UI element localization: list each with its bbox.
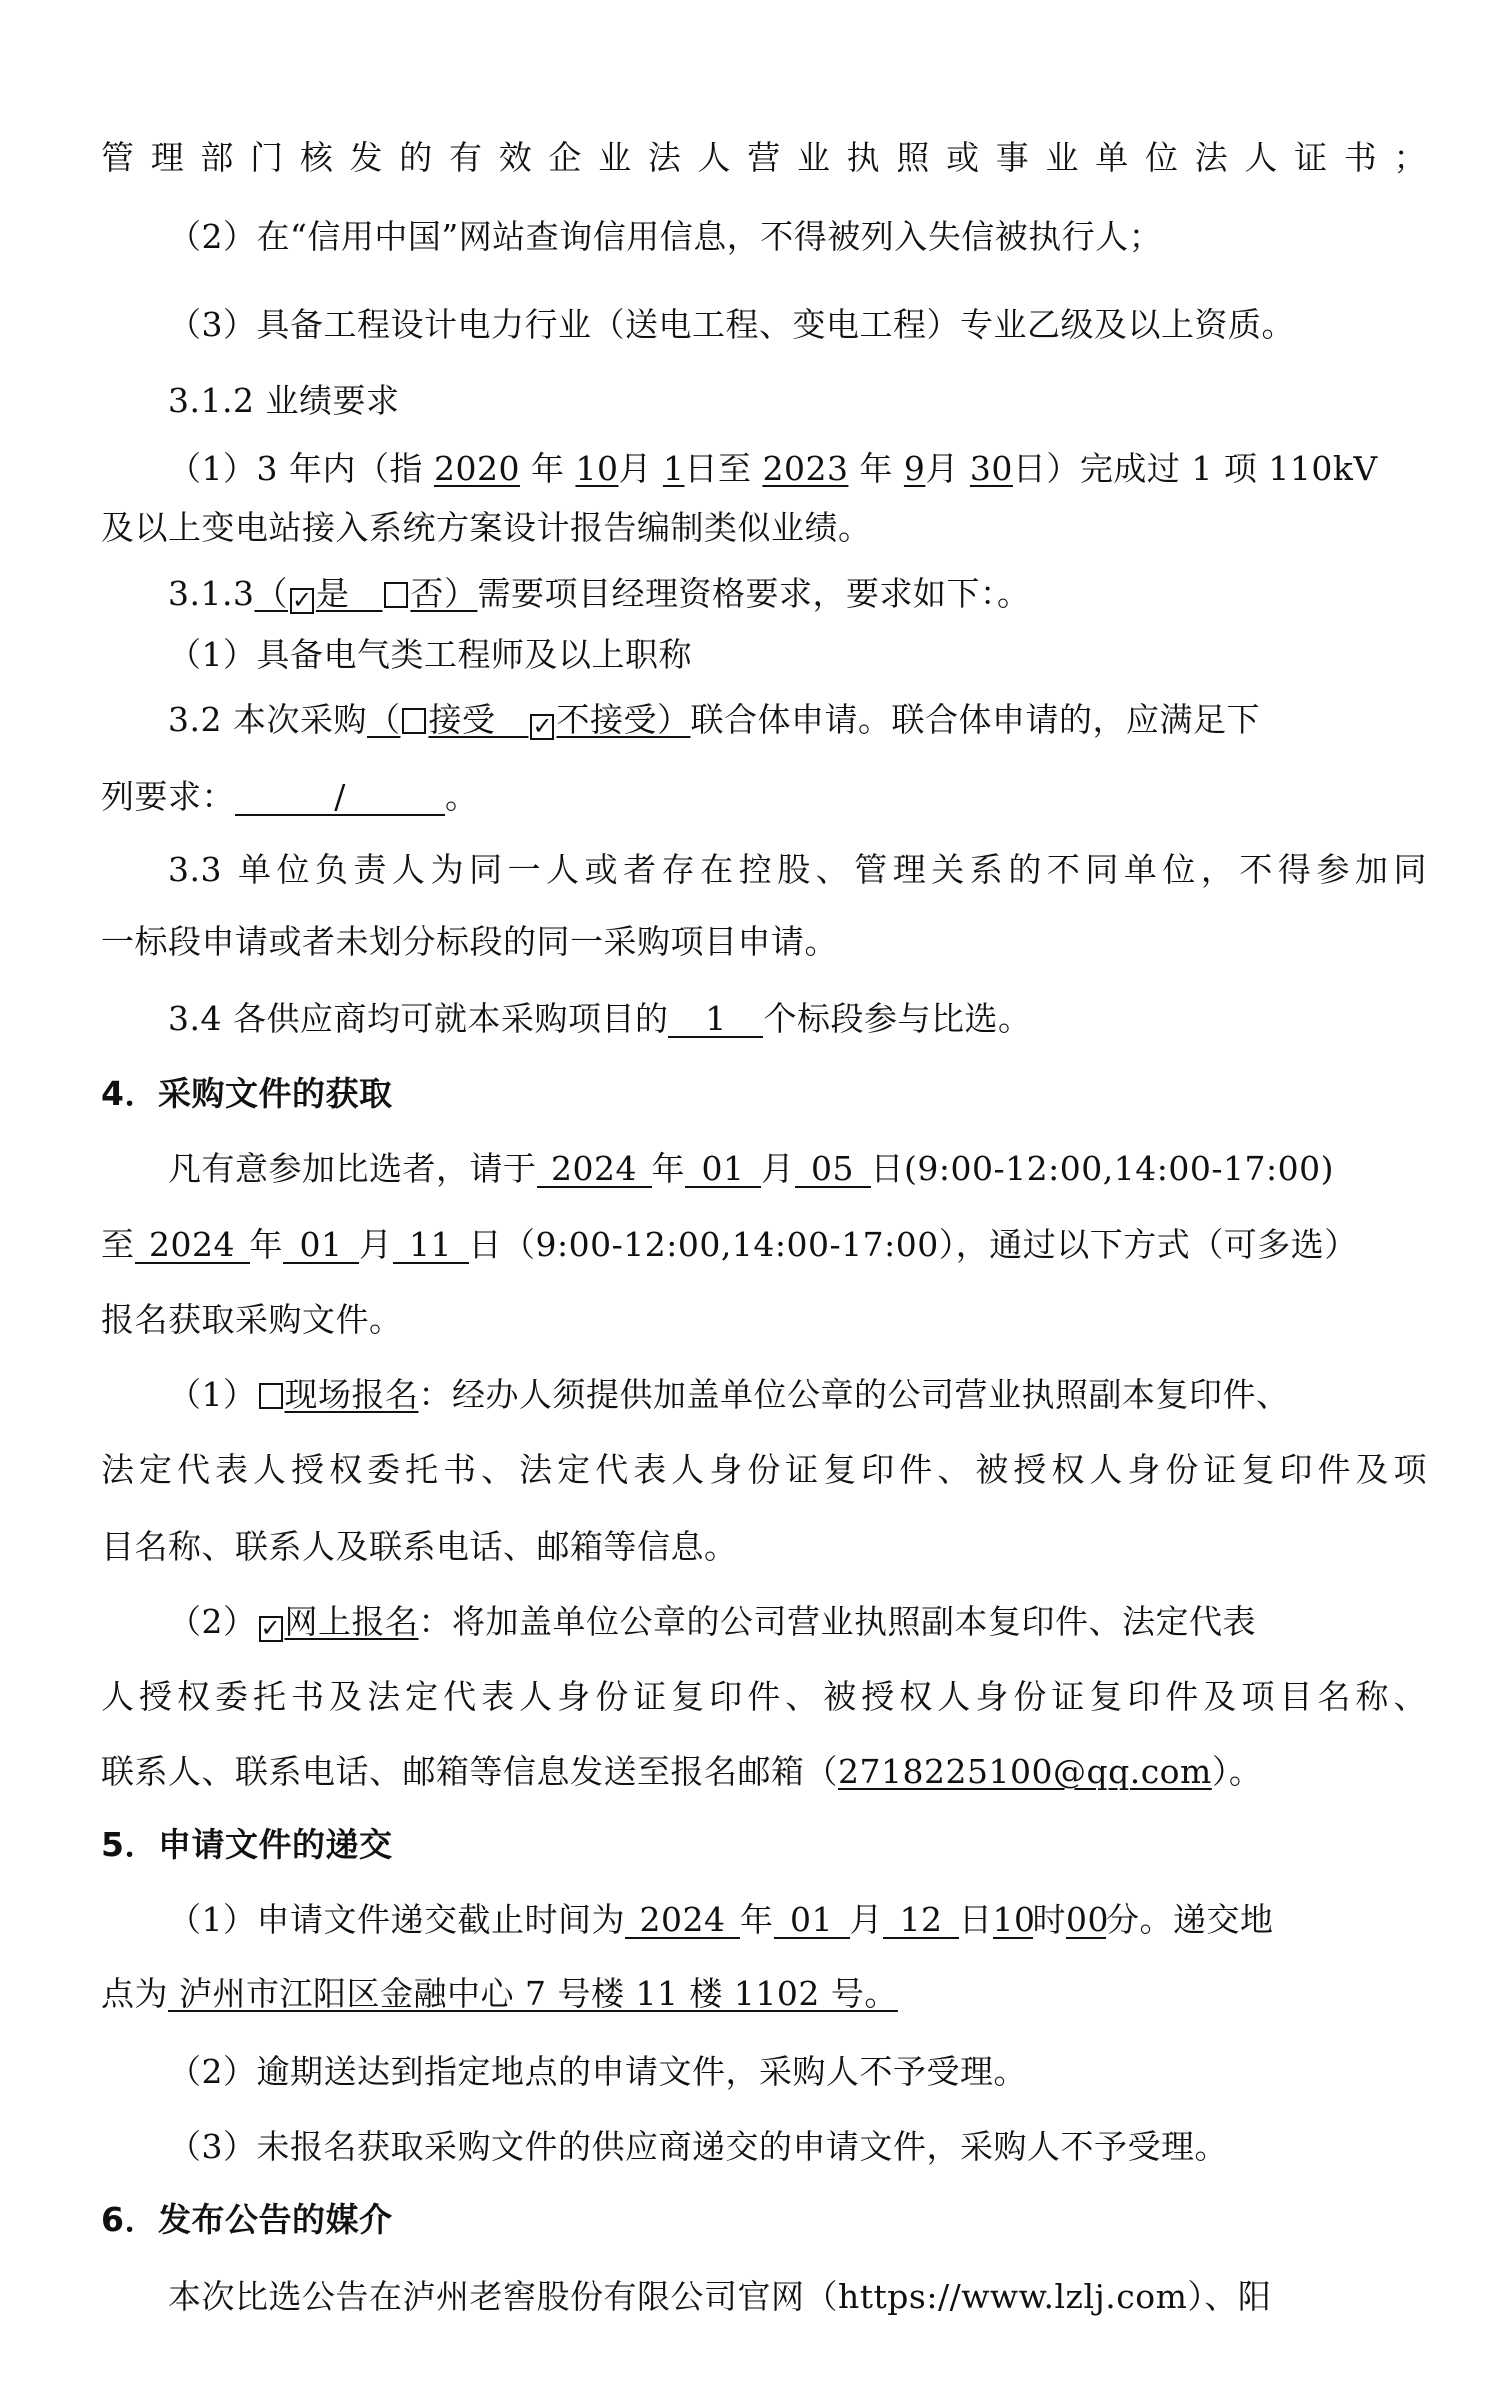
section-3-1-2-heading: 3.1.2 业绩要求	[168, 381, 400, 420]
section-4-period-line3: 报名获取采购文件。	[101, 1300, 403, 1339]
requirement-credit: （2）在“信用中国”网站查询信用信息，不得被列入失信被执行人；	[168, 217, 1163, 256]
pm-requirement-options: （ ✓ 是 否）	[254, 574, 478, 614]
section-3-2-cont: 列要求： / 。	[101, 777, 479, 816]
pm-requirement-item: （1）具备电气类工程师及以上职称	[168, 635, 692, 674]
checkbox-accept-icon[interactable]	[402, 708, 426, 734]
section-5-heading: 5．申请文件的递交	[101, 1825, 393, 1864]
onsite-registration-line3: 目名称、联系人及联系电话、邮箱等信息。	[101, 1527, 738, 1566]
checkbox-no-icon[interactable]	[384, 582, 408, 608]
lot-count: 1	[668, 1002, 763, 1038]
online-registration: （2） ✓ 网上报名：将加盖单位公章的公司营业执照副本复印件、法定代表	[168, 1602, 1256, 1642]
reg-start-day: 05	[795, 1152, 871, 1188]
onsite-registration: （1） 现场报名：经办人须提供加盖单位公章的公司营业执照副本复印件、	[168, 1375, 1290, 1414]
section-4-period-line2: 至 2024 年 01 月 11 日（9:00-12:00,14:00-17:00），通过以下方式（可多选）	[101, 1225, 1358, 1264]
section-3-2: 3.2 本次采购（ 接受 ✓ 不接受）联合体申请。联合体申请的，应满足下	[168, 700, 1260, 740]
deadline-minute: 00	[1066, 1900, 1109, 1939]
publication-media: 本次比选公告在泸州老窖股份有限公司官网（https://www.lzlj.com）、阳	[168, 2277, 1272, 2316]
performance-requirement: （1）3 年内（指 2020 年 10月 1日至 2023 年 9月 30日）完成过 1 项 110kV	[168, 449, 1378, 488]
reg-start-month: 01	[685, 1152, 761, 1188]
start-month: 10	[575, 449, 619, 488]
submission-address: 泸州市江阳区金融中心 7 号楼 11 楼 1102 号。	[168, 1974, 898, 2013]
checkbox-onsite-icon[interactable]	[259, 1383, 283, 1409]
section-4-period-line1: 凡有意参加比选者，请于 2024 年 01 月 05 日(9:00-12:00,14:00-17:00)	[168, 1149, 1334, 1188]
section-3-4: 3.4 各供应商均可就本采购项目的 1 个标段参与比选。	[168, 999, 1032, 1038]
start-year: 2020	[433, 449, 520, 488]
requirement-qualification: （3）具备工程设计电力行业（送电工程、变电工程）专业乙级及以上资质。	[168, 305, 1295, 344]
deadline-hour: 10	[992, 1900, 1036, 1939]
reg-start-year: 2024	[537, 1152, 652, 1188]
registration-email-link[interactable]: 2718225100@qq.com	[838, 1752, 1212, 1791]
consortium-requirements-blank: /	[235, 780, 445, 816]
section-6-heading: 6．发布公告的媒介	[101, 2200, 393, 2239]
reg-end-year: 2024	[135, 1228, 250, 1264]
late-submission-rule: （2）逾期送达到指定地点的申请文件，采购人不予受理。	[168, 2052, 1027, 2091]
consortium-options: （ 接受 ✓ 不接受）	[366, 700, 691, 740]
checkbox-reject-checked-icon[interactable]: ✓	[532, 712, 554, 740]
checkbox-online-checked-icon[interactable]: ✓	[260, 1614, 282, 1642]
deadline-day: 12	[883, 1903, 959, 1939]
online-registration-line3: 联系人、联系电话、邮箱等信息发送至报名邮箱（2718225100@qq.com）。	[101, 1752, 1263, 1791]
unregistered-submission-rule: （3）未报名获取采购文件的供应商递交的申请文件，采购人不予受理。	[168, 2127, 1228, 2166]
onsite-registration-option: 现场报名	[257, 1375, 419, 1414]
end-month: 9	[903, 449, 926, 488]
submission-deadline: （1）申请文件递交截止时间为 2024 年 01 月 12 日10时00分。递交地	[168, 1900, 1274, 1939]
section-4-heading: 4．采购文件的获取	[101, 1074, 393, 1113]
online-registration-line2: 人授权委托书及法定代表人身份证复印件、被授权人身份证复印件及项目名称、	[101, 1677, 1427, 1716]
paragraph-line: 管理部门核发的有效企业法人营业执照或事业单位法人证书；	[101, 138, 1427, 177]
section-3-3-line1: 3.3 单位负责人为同一人或者存在控股、管理关系的不同单位，不得参加同	[168, 850, 1427, 889]
reg-end-month: 01	[283, 1228, 359, 1264]
section-3-3-line2: 一标段申请或者未划分标段的同一采购项目申请。	[101, 922, 838, 961]
section-3-1-3: 3.1.3（ ✓ 是 否）需要项目经理资格要求，要求如下：。	[168, 574, 1031, 614]
checkbox-yes-checked-icon[interactable]: ✓	[291, 586, 313, 614]
reg-end-day: 11	[393, 1228, 469, 1264]
end-year: 2023	[762, 449, 849, 488]
submission-address-line: 点为 泸州市江阳区金融中心 7 号楼 11 楼 1102 号。	[101, 1974, 898, 2013]
deadline-year: 2024	[625, 1903, 740, 1939]
deadline-month: 01	[774, 1903, 850, 1939]
onsite-registration-line2: 法定代表人授权委托书、法定代表人身份证复印件、被授权人身份证复印件及项	[101, 1450, 1427, 1489]
end-day: 30	[969, 449, 1013, 488]
online-registration-option: ✓ 网上报名	[260, 1602, 419, 1642]
performance-requirement-cont: 及以上变电站接入系统方案设计报告编制类似业绩。	[101, 508, 872, 547]
start-day: 1	[662, 449, 685, 488]
